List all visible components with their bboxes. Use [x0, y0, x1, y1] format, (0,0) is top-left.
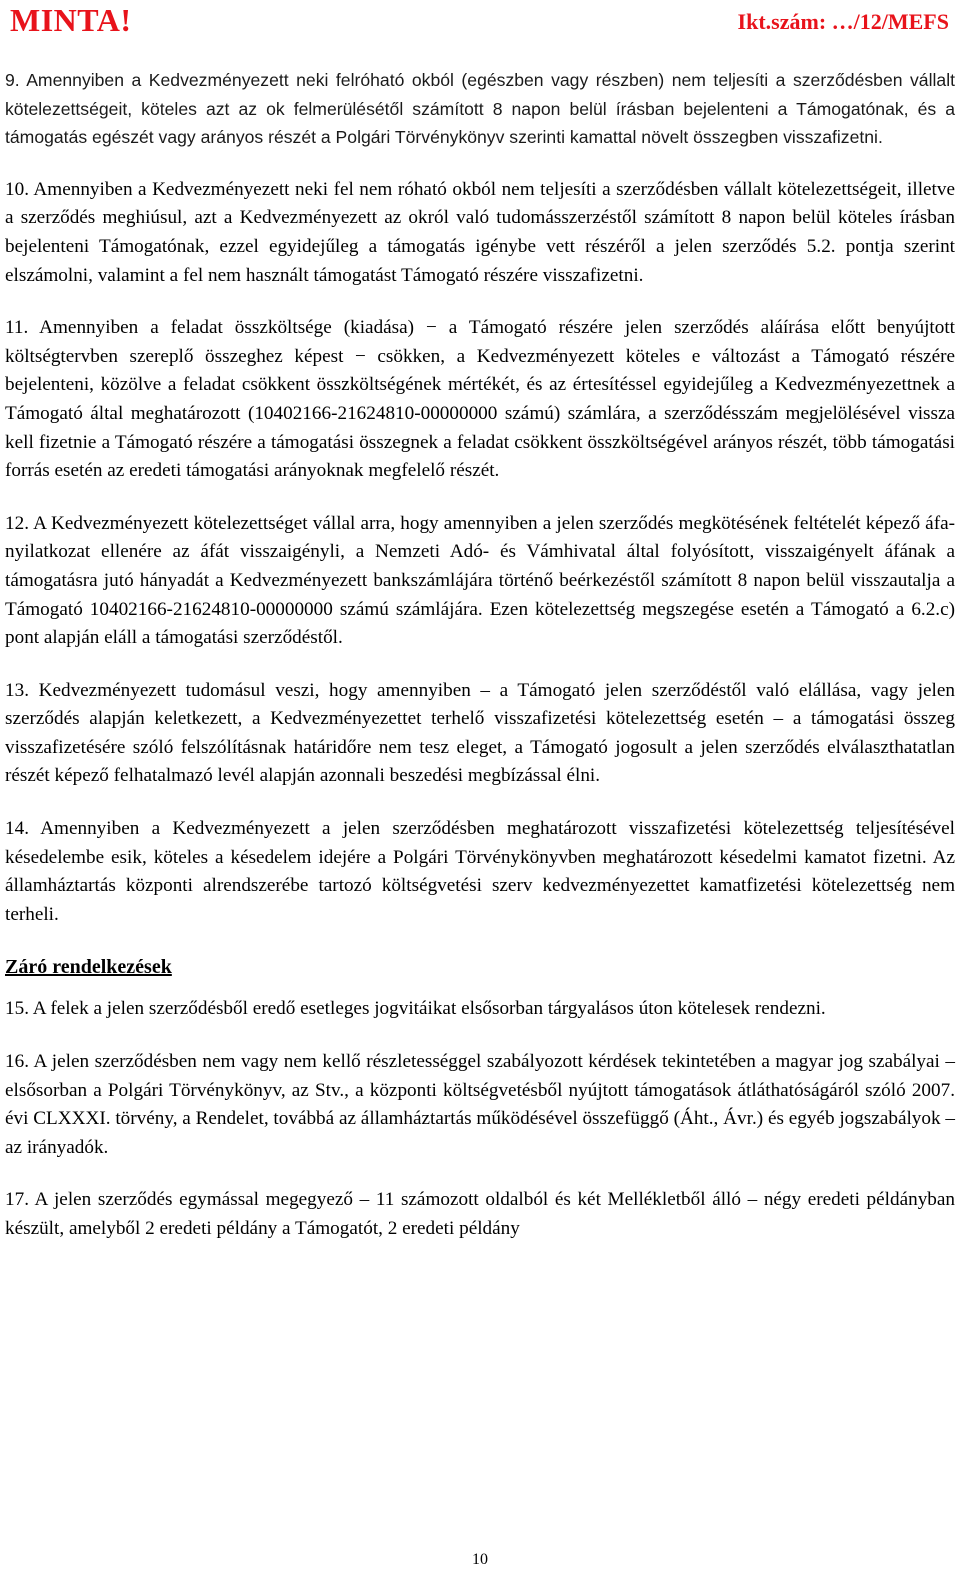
paragraph-9: 9. Amennyiben a Kedvezményezett neki felróható okból (egészben vagy részben) nem teljesíti a szerződésben vállalt kötelezettségeit, köteles azt az ok felmerülésétől számított 8 napon belül írásban bejelenteni a Támogatónak, és a támogatás egészét vagy arányos részét a Polgári Törvénykönyv szerinti kamattal növelt összegben visszafizetni.	[5, 70, 955, 148]
paragraph-11: 11. Amennyiben a feladat összköltsége (kiadása) − a Támogató részére jelen szerződés aláírása előtt benyújtott költségtervben szereplő összeghez képest − csökken, a Kedvezményezett köteles e változást a Támogató részére bejelenteni, közölve a feladat csökkent összköltségének mértékét, és az értesítéssel egyidejűleg a Kedvezményezettnek a Támogató által meghatározott (10402166-21624810-00000000 számú) számlára, a szerződésszám megjelölésével vissza kell fizetnie a Támogató részére a támogatási összegnek a feladat csökkent összköltségével arányos részét, több támogatási forrás esetén az eredeti támogatási arányoknak megfelelő részét.	[5, 317, 955, 482]
paragraph-10: 10. Amennyiben a Kedvezményezett neki fel nem róható okból nem teljesíti a szerződésben vállalt kötelezettségeit, illetve a szerződés meghiúsul, azt a Kedvezményezett az okról való tudomásszerzéstől számított 8 napon belül köteles írásban bejelenteni Támogatónak, ezzel egyidejűleg a támogatás igénybe vett részéről a jelen szerződés 5.2. pontja szerint elszámolni, valamint a fel nem használt támogatást Támogató részére visszafizetni.	[5, 178, 955, 286]
paragraph-13: 13. Kedvezményezett tudomásul veszi, hogy amennyiben – a Támogató jelen szerződéstől való elállása, vagy jelen szerződés alapján keletkezett, a Kedvezményezettet terhelő visszafizetési kötelezettség esetén – a támogatási összeg visszafizetésére szóló felszólításnak határidőre nem tesz eleget, a Támogató jogosult a jelen szerződés elválaszthatatlan részét képező felhatalmazó levél alapján azonnali beszedési megbízással élni.	[5, 679, 955, 787]
document-body	[5, 66, 955, 1244]
paragraph-16: 16. A jelen szerződésben nem vagy nem kellő részletességgel szabályozott kérdések tekintetében a magyar jog szabályai – elsősorban a Polgári Törvénykönyv, az Stv., a központi költségvetésből nyújtott támogatások átláthatóságáról szóló 2007. évi CLXXXI. törvény, a Rendelet, továbbá az államháztartás működésével összefüggő (Áht., Ávr.) és egyéb jogszabályok – az irányadók.	[5, 1051, 955, 1158]
draft-label: MINTA!	[10, 2, 132, 38]
page-header	[5, 0, 955, 44]
registration-number: Ikt.szám: …/12/MEFS	[737, 9, 949, 34]
paragraph-15: 15. A felek a jelen szerződésből eredő esetleges jogvitáikat elsősorban tárgyalásos úton kötelesek rendezni.	[5, 998, 826, 1020]
paragraph-12: 12. A Kedvezményezett kötelezettséget vállal arra, hogy amennyiben a jelen szerződés megkötésének feltételét képező áfa-nyilatkozat ellenére az áfát visszaigényli, a Nemzeti Adó- és Vámhivatal által folyósított, visszaigényelt áfának a támogatásra jutó hányadát a Kedvezményezett bankszámlájára történő beérkezéstől számított 8 napon belül visszautalja a Támogató 10402166-21624810-00000000 számú számlájára. Ezen kötelezettség megszegése esetén a Támogató a 6.2.c) pont alapján eláll a támogatási szerződéstől.	[5, 512, 955, 649]
paragraph-17: 17. A jelen szerződés egymással megegyező – 11 számozott oldalból és két Mellékletből álló – négy eredeti példányban készült, amelyből 2 eredeti példány a Támogatót, 2 eredeti példány	[5, 1189, 955, 1239]
section-heading: Záró rendelkezések	[5, 956, 172, 979]
page-number: 10	[472, 1551, 488, 1568]
paragraph-14: 14. Amennyiben a Kedvezményezett a jelen szerződésben meghatározott visszafizetési kötelezettség teljesítésével késedelembe esik, köteles a késedelem idejére a Polgári Törvénykönyvben meghatározott késedelmi kamatot fizetni. Az államháztartás központi alrendszerébe tartozó költségvetési szerv kedvezményezettet kamatfizetési kötelezettség nem terheli.	[5, 818, 955, 925]
